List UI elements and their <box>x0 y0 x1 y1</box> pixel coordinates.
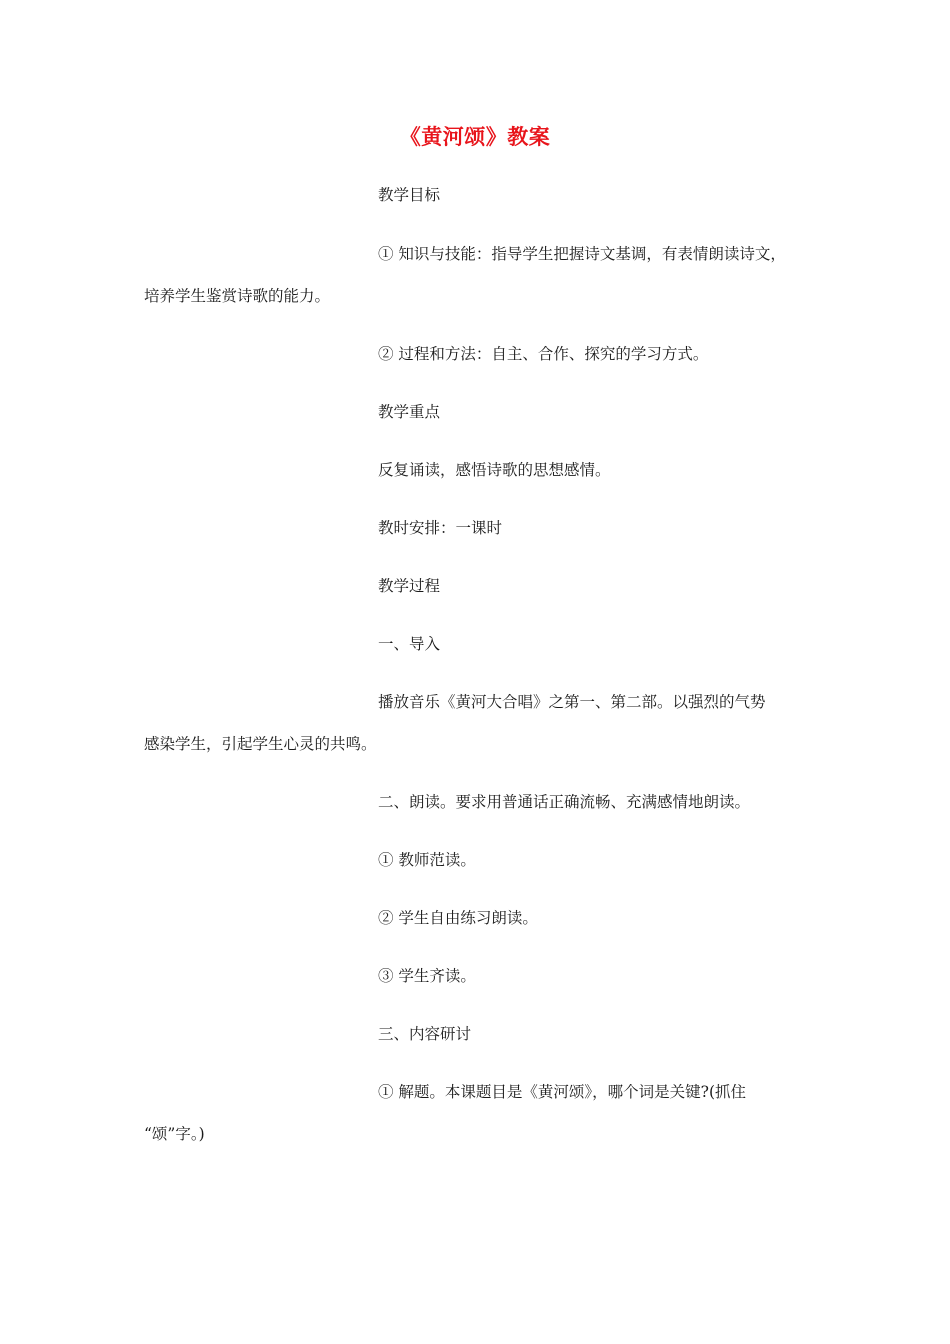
list-item-free-practice: ② 学生自由练习朗读。 <box>378 909 538 927</box>
section-heading-content-discussion: 三、内容研讨 <box>378 1025 472 1043</box>
paragraph-schedule: 教时安排：一课时 <box>378 519 503 537</box>
section-heading-teaching-focus: 教学重点 <box>378 403 441 421</box>
document-title: 《黄河颂》教案 <box>399 124 551 149</box>
section-heading-reading: 二、朗读。要求用普通话正确流畅、充满感情地朗读。 <box>378 793 751 811</box>
paragraph-title-explanation-line2: “颂”字。) <box>144 1125 205 1143</box>
paragraph-knowledge-skills-line1: ① 知识与技能：指导学生把握诗文基调，有表情朗读诗文， <box>378 245 786 263</box>
paragraph-process-methods: ② 过程和方法：自主、合作、探究的学习方式。 <box>378 345 709 363</box>
paragraph-knowledge-skills-line2: 培养学生鉴赏诗歌的能力。 <box>144 287 331 305</box>
section-heading-introduction: 一、导入 <box>378 635 441 653</box>
paragraph-focus-content: 反复诵读，感悟诗歌的思想感情。 <box>378 461 611 479</box>
list-item-teacher-reading: ① 教师范读。 <box>378 851 476 869</box>
section-heading-teaching-goals: 教学目标 <box>378 186 441 204</box>
paragraph-introduction-line2: 感染学生，引起学生心灵的共鸣。 <box>144 735 377 753</box>
list-item-group-reading: ③ 学生齐读。 <box>378 967 476 985</box>
section-heading-teaching-process: 教学过程 <box>378 577 441 595</box>
paragraph-title-explanation-line1: ① 解题。本课题目是《黄河颂》，哪个词是关键?(抓住 <box>378 1083 747 1101</box>
paragraph-introduction-line1: 播放音乐《黄河大合唱》之第一、第二部。以强烈的气势 <box>378 693 766 711</box>
